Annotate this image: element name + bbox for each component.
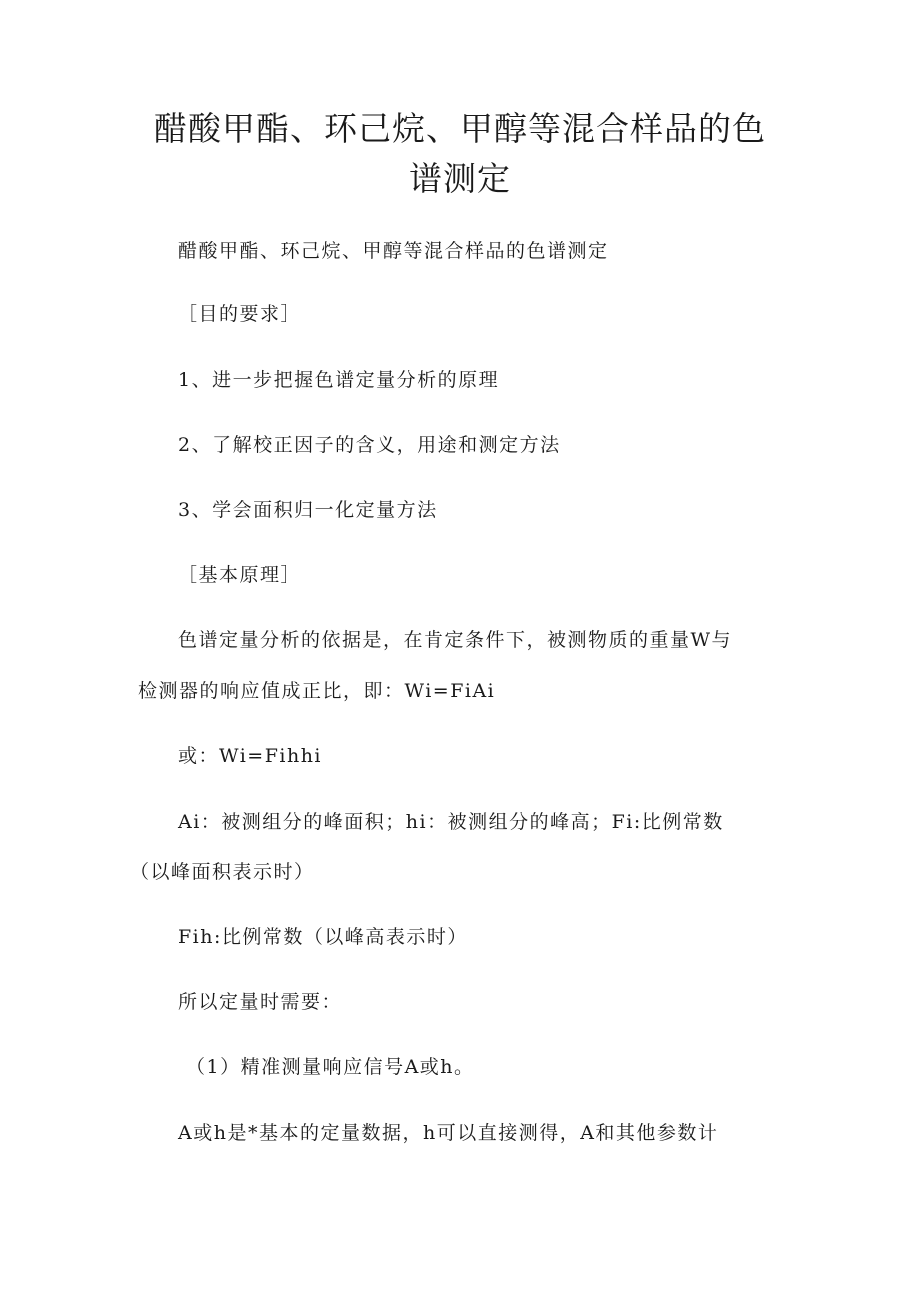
title-line-2: 谱测定 (409, 159, 511, 198)
section-heading-principle: ［基本原理］ (178, 564, 302, 586)
principle-paragraph-line-1: 色谱定量分析的依据是，在肯定条件下，被测物质的重量W与 (178, 629, 733, 651)
requirement-explanation-paragraph: A或h是*基本的定量数据，h可以直接测得，A和其他参数计 (178, 1122, 719, 1144)
definitions-paragraph-line-2: （以峰面积表示时） (130, 861, 315, 883)
subtitle-paragraph: 醋酸甲酯、环己烷、甲醇等混合样品的色谱测定 (178, 240, 609, 262)
requirement-item-1: （1）精准测量响应信号A或h。 (186, 1056, 475, 1078)
objective-item-1: 1、进一步把握色谱定量分析的原理 (178, 369, 500, 391)
principle-paragraph-line-2: 检测器的响应值成正比，即：Wi=FiAi (138, 680, 496, 702)
section-heading-objectives: ［目的要求］ (178, 303, 302, 325)
fih-definition-paragraph: Fih:比例常数（以峰高表示时） (178, 926, 468, 948)
definitions-paragraph-line-1: Ai：被测组分的峰面积；hi：被测组分的峰高；Fi:比例常数 (178, 811, 724, 833)
formula-paragraph: 或：Wi=Fihhi (178, 745, 323, 767)
title-line-1: 醋酸甲酯、环己烷、甲醇等混合样品的色 (154, 109, 766, 148)
quantification-needs-paragraph: 所以定量时需要： (178, 991, 343, 1013)
document-title (140, 104, 780, 204)
objective-item-2: 2、了解校正因子的含义，用途和测定方法 (178, 434, 561, 456)
objective-item-3: 3、学会面积归一化定量方法 (178, 499, 438, 521)
